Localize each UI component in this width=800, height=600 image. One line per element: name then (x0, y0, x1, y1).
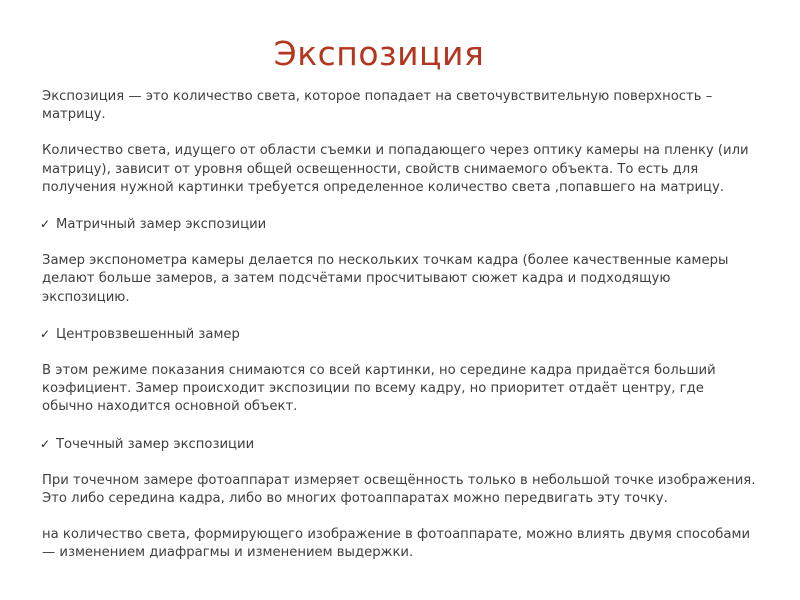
paragraph-conclusion: на количество света, формирующего изображение в фотоаппарате, можно влиять двумя способами — изменением диафрагмы и изменением выдержки. (42, 527, 751, 561)
slide-title: Экспозиция (273, 34, 485, 73)
bullet-label: Центровзвешенный замер (56, 326, 240, 342)
paragraph-matrix-metering: Замер экспонометра камеры делается по нескольких точкам кадра (более качественные камеры делают больше замеров, а затем подсчётами просчитывают сюжет кадра и подходящую экспозицию. (42, 253, 729, 305)
bullet-matrix-metering (42, 215, 758, 234)
paragraph-light-amount: Количество света, идущего от области съемки и попадающего через оптику камеры на пленку (или матрицу), зависит от уровня общей освещенности, свойств снимаемого объекта. То есть для получения нужной картинки требуется определенное количество света ,попавшего на матрицу. (42, 143, 749, 195)
bullet-label: Точечный замер экспозиции (56, 436, 255, 452)
bullet-spot-metering (42, 435, 758, 454)
paragraph-spot-metering: При точечном замере фотоаппарат измеряет освещённость только в небольшой точке изображения. Это либо середина кадра, либо во многих фотоаппаратах можно передвигать эту точку. (42, 472, 756, 507)
bullet-center-weighted (42, 325, 758, 344)
paragraph-definition: Экспозиция — это количество света, которое попадает на светочувствительную поверхность – матрицу. (42, 89, 713, 123)
checkmark-icon: ✓ (40, 326, 51, 341)
bullet-label: Матричный замер экспозиции (56, 217, 267, 233)
checkmark-icon: ✓ (40, 436, 51, 451)
checkmark-icon: ✓ (40, 217, 51, 232)
paragraph-center-weighted: В этом режиме показания снимаются со всей картинки, но середине кадра придаётся больший коэфициент. Замер происходит экспозиции по всему кадру, но приоритет отдаёт центру, где обычно находится основной объект. (42, 363, 716, 415)
slide-body (42, 88, 758, 563)
